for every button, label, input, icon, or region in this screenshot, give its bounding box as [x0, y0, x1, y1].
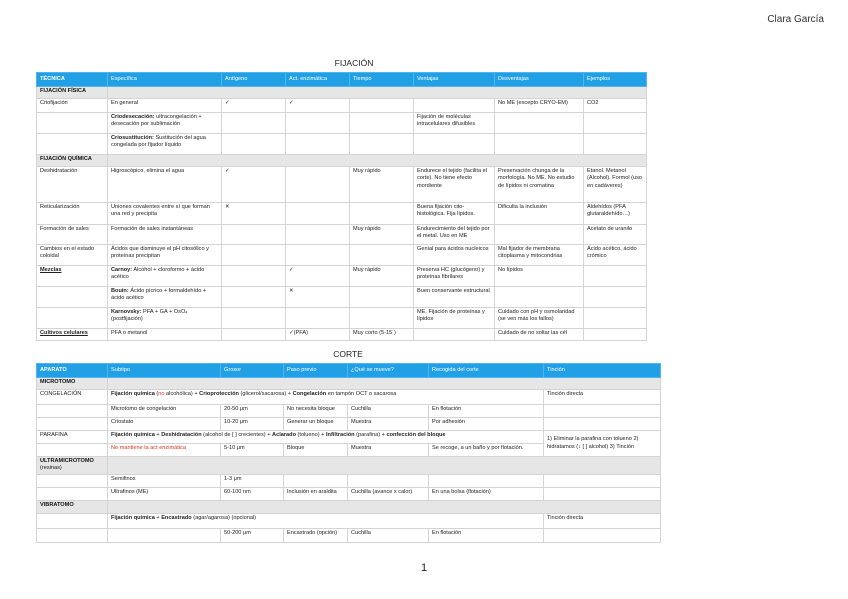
cell: Se recoge, a un baño y por flotación. [429, 444, 544, 457]
table-row [37, 203, 647, 225]
cell: 5-10 μm [221, 444, 284, 457]
col-header: Recogida del corte [429, 364, 544, 378]
table-row [37, 418, 661, 431]
cell: Muestra [348, 418, 429, 431]
cell: En general [108, 99, 222, 113]
cell: Mal fijador de membrana citoplasma y mitocondrias [495, 245, 584, 266]
cell: 20-50 μm [221, 405, 284, 418]
cell: CO2 [584, 99, 647, 113]
cell: Semifinos [108, 474, 221, 487]
cross-mark: ✕ [286, 287, 350, 308]
cell: Criodesecación: ultracongelación + desecación por sublimación [108, 113, 222, 134]
process-cell: Fijación química (no alcohólica) + Crioprotección (glicerol/sacarosa) + Congelación en tampón OCT o sacarosa [108, 390, 544, 405]
cell: 10-20 μm [221, 418, 284, 431]
cell: Endurece el tejido (facilita el corte). No tiene efecto mordiente [414, 167, 495, 203]
col-header: TÉCNICA [37, 73, 108, 87]
cell: Criofijación [37, 99, 108, 113]
cell: Cuidado de no soltar las cél [495, 329, 584, 341]
table-row [37, 513, 661, 528]
col-header: Tiempo [350, 73, 414, 87]
table-row [37, 225, 647, 245]
cell: CONGELACIÓN [37, 390, 108, 405]
col-header: Antígeno [222, 73, 286, 87]
col-header: Ejemplos [584, 73, 647, 87]
process-cell: Fijación química + Encastrado (agar/agarosa) (opcional) [108, 513, 544, 528]
cell: Encastrado (opción) [284, 528, 348, 542]
table-row [37, 390, 661, 405]
cell: 1) Eliminar la parafina con tolueno 2) hidratamos (↓ [ ] alcohol) 3) Tinción [544, 431, 661, 457]
section-label: FIJACIÓN QUÍMICA [37, 155, 108, 167]
cell: Reticularización [37, 203, 108, 225]
col-header: Subtipo [108, 364, 221, 378]
table-row [37, 487, 661, 500]
cell: Muy rápido [350, 167, 414, 203]
fijacion-table [36, 72, 647, 341]
cell: Por adhesión [429, 418, 544, 431]
cell: 1-3 μm [221, 474, 284, 487]
cell: No mantiene la act enzimática [108, 444, 221, 457]
corte-table [36, 363, 661, 543]
cell: Tinción directa [544, 390, 661, 405]
cell: Aldehídos (PFA glutaraldehído…) [584, 203, 647, 225]
fijacion-header-row [37, 73, 647, 87]
cell: Cuidado con pH y osmolaridad (se ven más los fallos) [495, 308, 584, 329]
cell: Muy rápido [350, 266, 414, 287]
page-number: 1 [420, 562, 428, 574]
section-row [37, 457, 661, 475]
cell: Bouin: Ácido pícrico + formaldehído + ácido acético [108, 287, 222, 308]
cell: Mezclas [37, 266, 108, 287]
cell: Preservación chunga de la morfología. No ME. No estudio de lípidos ni cromatina [495, 167, 584, 203]
cell: Microtomo de congelación [108, 405, 221, 418]
table-row [37, 528, 661, 542]
section-label: MICROTOMO [37, 378, 108, 390]
cell: En flotación [429, 528, 544, 542]
table-row [37, 167, 647, 203]
cell: PFA o metanol [108, 329, 222, 341]
cell: Muy rápido [350, 225, 414, 245]
cell: Ultrafinos (ME) [108, 487, 221, 500]
col-header: Tinción [544, 364, 661, 378]
process-cell: Fijación química + Deshidratación (alcohol de [ ] crecientes) + Aclarado (tolueno) + Infiltración (parafina) + confección del bloque [108, 431, 544, 444]
cell: No lípidos [495, 266, 584, 287]
cell: Etanol. Metanol (Alcohol). Formol (uso en cadáveres) [584, 167, 647, 203]
col-header: Específica [108, 73, 222, 87]
cell: Inclusión en araldita [284, 487, 348, 500]
fijacion-title: FIJACIÓN [334, 58, 374, 68]
cross-mark: ✕ [222, 203, 286, 225]
col-header: ¿Qué se mueve? [348, 364, 429, 378]
section-row [37, 155, 647, 167]
section-label: ULTRAMICROTOMO (resinas) [37, 457, 108, 475]
section-label: VIBRATOMO [37, 500, 108, 513]
table-row [37, 431, 661, 444]
table-row [37, 134, 647, 155]
cell: Criosustitución: Sustitución del agua congelada por fijador líquido [108, 134, 222, 155]
section-row [37, 87, 647, 99]
table-row [37, 287, 647, 308]
table-row [37, 113, 647, 134]
corte-title: CORTE [333, 349, 363, 359]
cell: Fijación de moléculas intracelulares difusibles [414, 113, 495, 134]
table-row [37, 266, 647, 287]
check-mark: ✓ [222, 167, 286, 203]
cell: Uniones covalentes entre sí que forman una red y precipita [108, 203, 222, 225]
cell: En flotación [429, 405, 544, 418]
cell: Genial para ácidos nucleicos [414, 245, 495, 266]
check-mark: ✓ [222, 99, 286, 113]
table-row [37, 99, 647, 113]
cell: Karnovsky: PFA + GA + OsO₄ (postfijación) [108, 308, 222, 329]
cell: Carnoy: Alcohol + cloroformo + ácido acético [108, 266, 222, 287]
cell: Cultivos celulares [37, 329, 108, 341]
cell: Muestra [348, 444, 429, 457]
cell: Cambios en el estado coloidal [37, 245, 108, 266]
section-label: FIJACIÓN FÍSICA [37, 87, 108, 99]
author-name: Clara García [767, 14, 824, 25]
check-mark: ✓ [286, 99, 350, 113]
cell: 60-100 nm [221, 487, 284, 500]
cell: ✓(PFA) [286, 329, 350, 341]
cell: No necesita bloque [284, 405, 348, 418]
cell: Bloque [284, 444, 348, 457]
col-header: Paso previo [284, 364, 348, 378]
cell: Formación de sales [37, 225, 108, 245]
corte-header-row [37, 364, 661, 378]
cell: PARAFINA [37, 431, 108, 444]
cell: Buen conservante estructural [414, 287, 495, 308]
cell: Cuchilla (avance x calor) [348, 487, 429, 500]
table-row [37, 405, 661, 418]
col-header: APARATO [37, 364, 108, 378]
cell: Formación de sales instantáneas [108, 225, 222, 245]
col-header: Act. enzimática [286, 73, 350, 87]
table-row [37, 245, 647, 266]
cell: 50-200 μm [221, 528, 284, 542]
cell: Endurecimiento del tejido por el metal. Uso en ME [414, 225, 495, 245]
cell: En una bolsa (flotación) [429, 487, 544, 500]
check-mark: ✓ [286, 266, 350, 287]
table-row [37, 474, 661, 487]
cell: Buena fijación cito-histológica. Fija lípidos. [414, 203, 495, 225]
section-row [37, 378, 661, 390]
cell: Ácidos que disminuye el pH citosólico y proteínas precipitan [108, 245, 222, 266]
cell: Deshidratación [37, 167, 108, 203]
cell: Acetato de uranilo [584, 225, 647, 245]
cell: Ácido acético, ácido crómico [584, 245, 647, 266]
cell: Criostato [108, 418, 221, 431]
section-row [37, 500, 661, 513]
col-header: Desventajas [495, 73, 584, 87]
cell: Generar un bloque [284, 418, 348, 431]
col-header: Ventajas [414, 73, 495, 87]
cell: Dificulta la inclusión [495, 203, 584, 225]
col-header: Grosor [221, 364, 284, 378]
cell: Cuchilla [348, 405, 429, 418]
table-row [37, 329, 647, 341]
cell: Higroscópico, elimina el agua [108, 167, 222, 203]
cell: No ME (excepto CRYO-EM) [495, 99, 584, 113]
cell: Tinción directa [544, 513, 661, 528]
cell: ME. Fijación de proteínas y lípidos [414, 308, 495, 329]
cell: Muy corto (5-15´) [350, 329, 414, 341]
cell: Preserva HC (glucógeno) y proteínas fibrilares [414, 266, 495, 287]
cell: Cuchilla [348, 528, 429, 542]
table-row [37, 308, 647, 329]
